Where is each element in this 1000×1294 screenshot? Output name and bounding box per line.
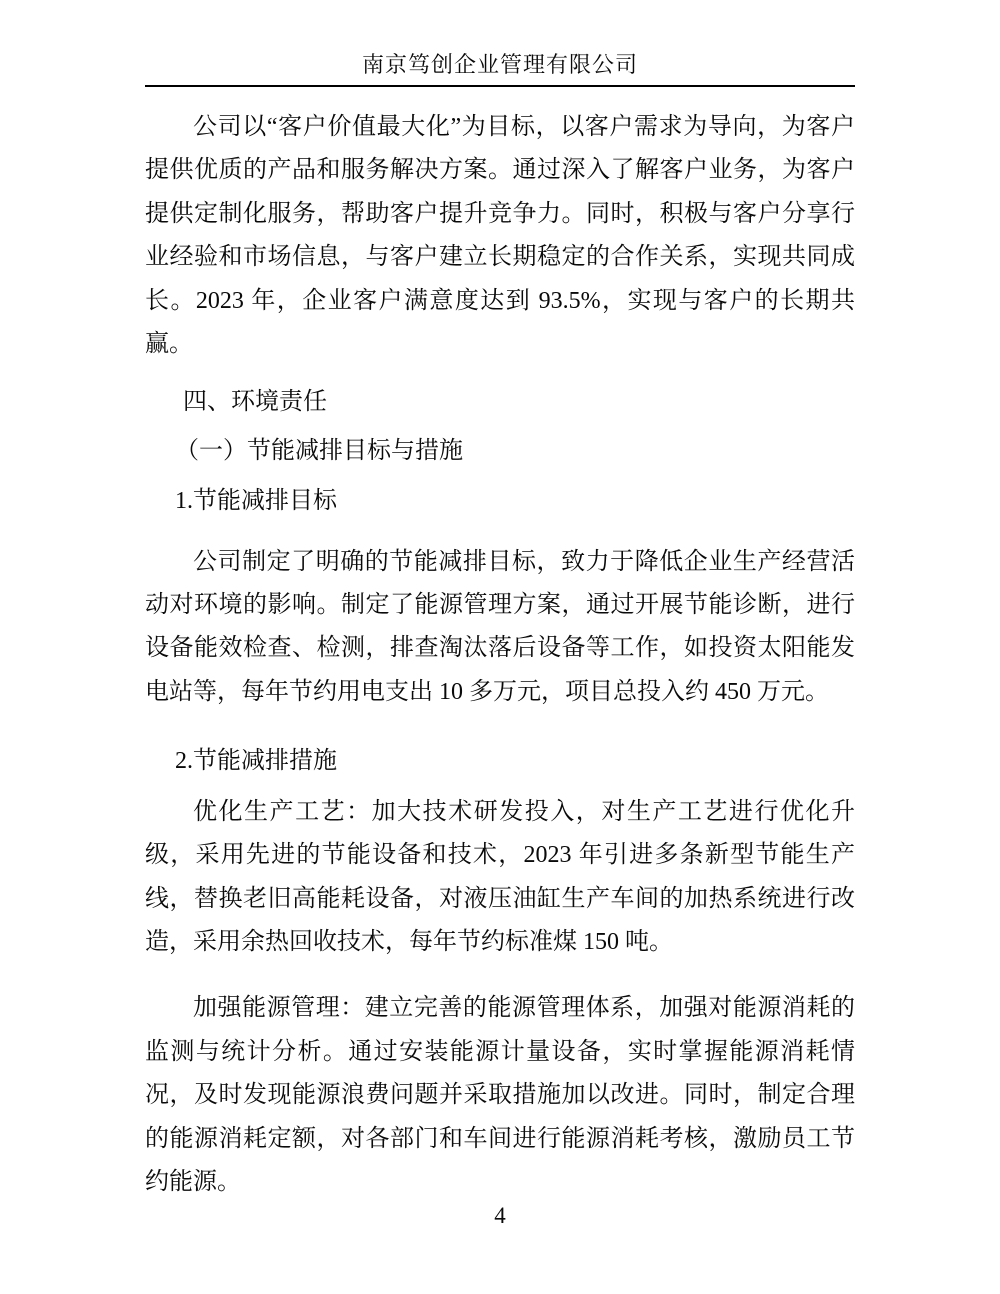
page-header bbox=[145, 0, 855, 87]
paragraph-energy-saving-target: 公司制定了明确的节能减排目标，致力于降低企业生产经营活动对环境的影响。制定了能源管理方案，通过开展节能诊断，进行设备能效检查、检测，排查淘汰落后设备等工作，如投资太阳能发电站等，每年节约用电支出 10 多万元，项目总投入约 450 万元。 bbox=[145, 548, 855, 705]
heading-energy-saving-measures: 2.节能减排措施 bbox=[175, 748, 337, 775]
heading-energy-saving-target: 1.节能减排目标 bbox=[175, 488, 337, 515]
heading-energy-saving-targets-and-measures: （一）节能减排目标与措施 bbox=[175, 437, 463, 464]
heading-environment-responsibility: 四、环境责任 bbox=[183, 389, 327, 416]
document-body bbox=[145, 106, 855, 1204]
paragraph-strengthen-energy-management: 加强能源管理：建立完善的能源管理体系，加强对能源消耗的监测与统计分析。通过安装能源计量设备，实时掌握能源消耗情况，及时发现能源浪费问题并采取措施加以改进。同时，制定合理的能源消耗定额，对各部门和车间进行能源消耗考核，激励员工节约能源。 bbox=[145, 995, 855, 1195]
paragraph-customer-value: 公司以“客户价值最大化”为目标，以客户需求为导向，为客户提供优质的产品和服务解决方案。通过深入了解客户业务，为客户提供定制化服务，帮助客户提升竞争力。同时，积极与客户分享行业经验和市场信息，与客户建立长期稳定的合作关系，实现共同成长。2023 年，企业客户满意度达到 93.5%，实现与客户的长期共赢。 bbox=[145, 114, 855, 358]
page-number: 4 bbox=[494, 1203, 506, 1228]
company-name: 南京笃创企业管理有限公司 bbox=[361, 52, 638, 77]
page-footer bbox=[0, 1202, 1000, 1230]
paragraph-optimize-production-process: 优化生产工艺：加大技术研发投入，对生产工艺进行优化升级，采用先进的节能设备和技术，2023 年引进多条新型节能生产线，替换老旧高能耗设备，对液压油缸生产车间的加热系统进行改造，采用余热回收技术，每年节约标准煤 150 吨。 bbox=[145, 798, 855, 955]
